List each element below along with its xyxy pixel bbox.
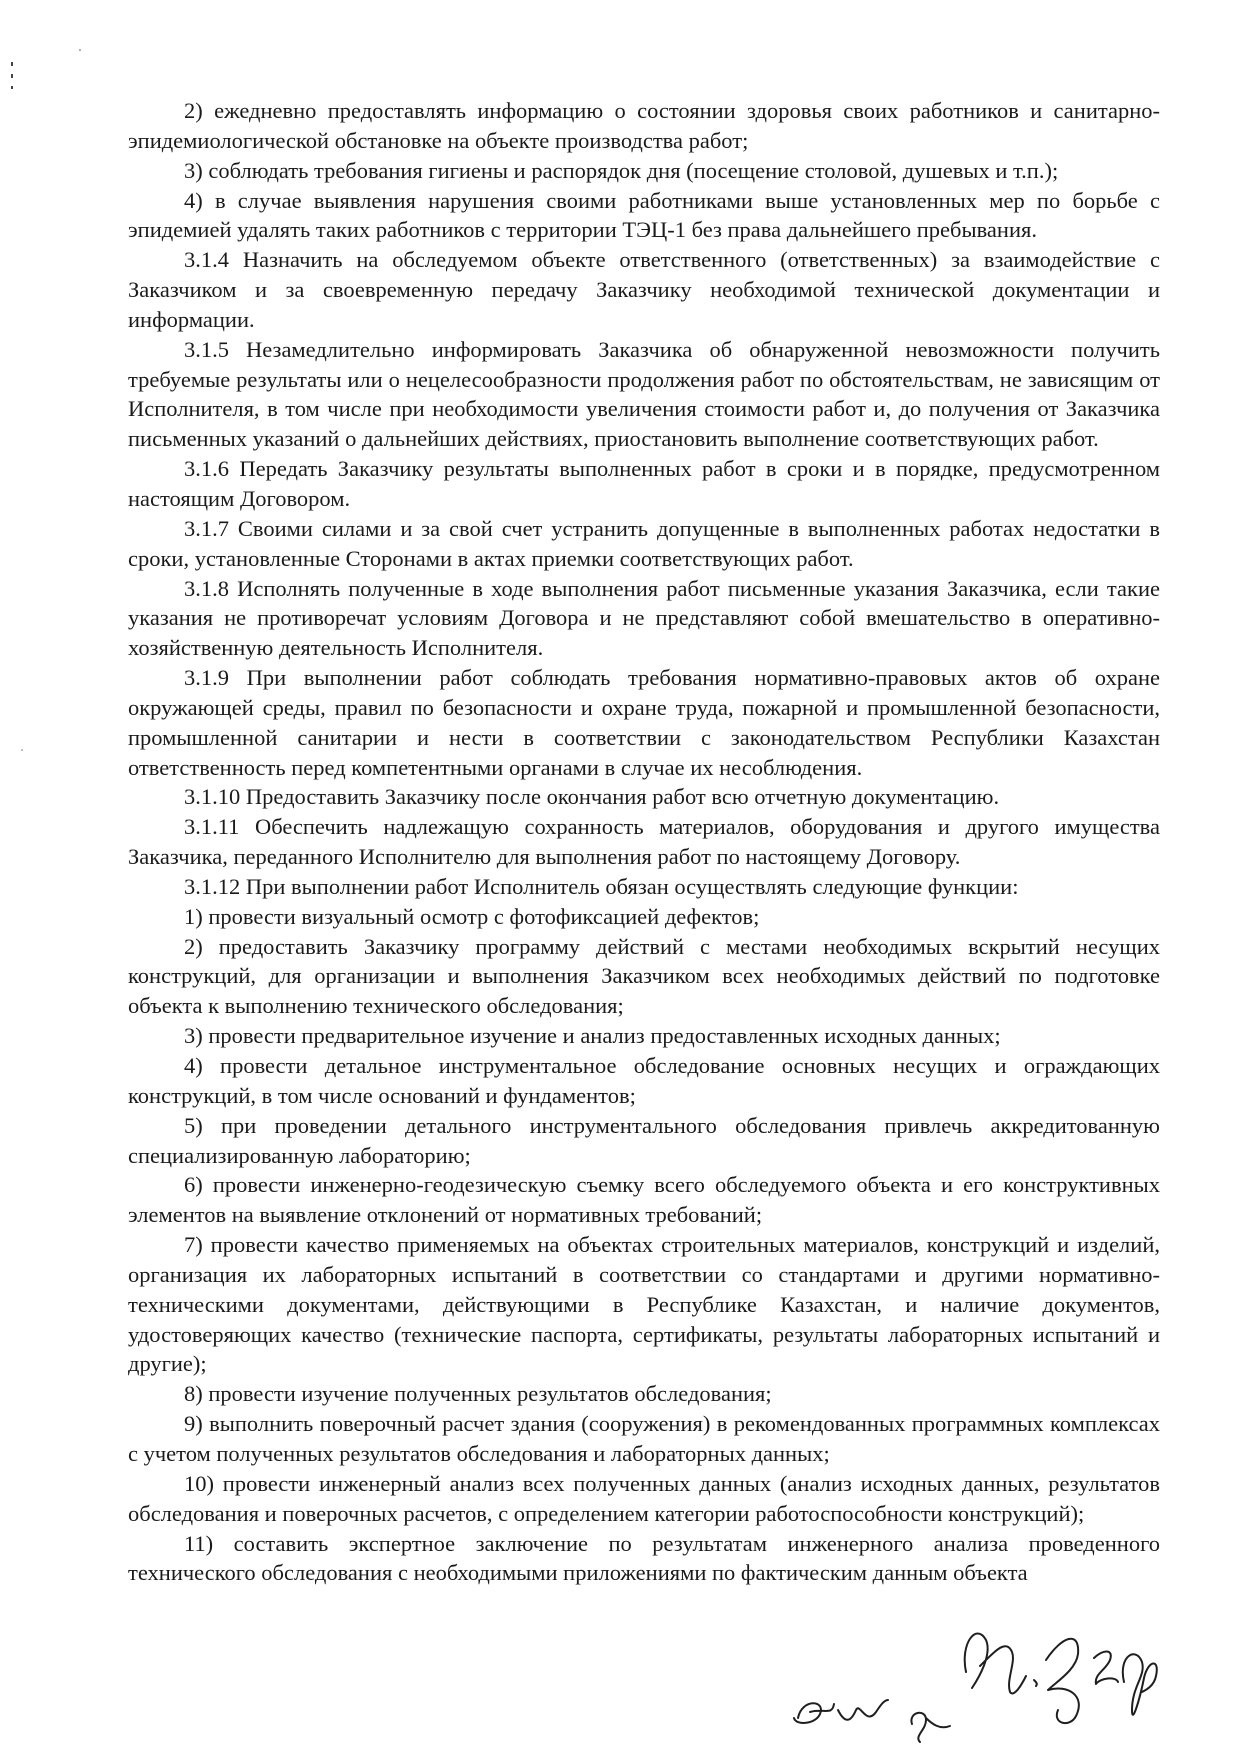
paragraph-3-hygiene: 3) соблюдать требования гигиены и распорядок дня (посещение столовой, душевых и т.п.); xyxy=(184,157,1059,183)
list-item-5: 5) при проведении детального инструментального обследования привлечь аккредитованную специализированную лабораторию; xyxy=(128,1112,1160,1168)
list-item-6: 6) провести инженерно-геодезическую съемку всего обследуемого объекта и его конструктивных элементов на выявление отклонений от нормативных требований; xyxy=(128,1172,1160,1228)
list-item-2: 2) предоставить Заказчику программу действий с местами необходимых вскрытий несущих конструкций, для организации и выполнения Заказчиком всех необходимых действий по подготовке объекта к выполнению технического обследования; xyxy=(128,933,1160,1019)
paragraph-3-1-5: 3.1.5 Незамедлительно информировать Заказчика об обнаруженной невозможности получить требуемые результаты или о нецелесообразности продолжения работ по обстоятельствам, не зависящим от Исполнителя, в том числе при необходимости увеличения стоимости работ и, до получения от Заказчика письменных указаний о дальнейших действиях, приостановить выполнение соответствующих работ. xyxy=(128,336,1160,452)
paragraph-3-1-7: 3.1.7 Своими силами и за свой счет устранить допущенные в выполненных работах недостатки в сроки, установленные Сторонами в актах приемки соответствующих работ. xyxy=(128,515,1160,571)
list-item-9: 9) выполнить поверочный расчет здания (сооружения) в рекомендованных программных комплексах с учетом полученных результатов обследования и лабораторных данных; xyxy=(128,1411,1160,1466)
list-item-10: 10) провести инженерный анализ всех полученных данных (анализ исходных данных, результатов обследования и поверочных расчетов, с определением категории работоспособности конструкций); xyxy=(128,1470,1160,1526)
list-item-7: 7) провести качество применяемых на объектах строительных материалов, конструкций и изделий, организация их лабораторных испытаний в соответствии со стандартами и другими нормативно-техническими документами, действующими в Республике Казахстан, и наличие документов, удостоверяющих качество (технические паспорта, сертификаты, результаты лабораторных испытаний и другие); xyxy=(128,1232,1160,1377)
paragraph-3-1-9: 3.1.9 При выполнении работ соблюдать требования нормативно-правовых актов об охране окружающей среды, правил по безопасности и охране труда, пожарной и промышленной безопасности, промышленной санитарии и нести в соответствии с законодательством Республики Казахстан ответственность перед компетентными органами в случае их несоблюдения. xyxy=(128,665,1160,780)
paragraph-4-violations: 4) в случае выявления нарушения своими работниками выше установленных мер по борьбе с эпидемией удалять таких работников с территории ТЭЦ-1 без права дальнейшего пребывания. xyxy=(128,187,1160,243)
list-item-1: 1) провести визуальный осмотр с фотофиксацией дефектов; xyxy=(184,903,760,929)
paragraph-3-1-4: 3.1.4 Назначить на обследуемом объекте ответственного (ответственных) за взаимодействие с Заказчиком и за своевременную передачу Заказчику необходимой технической документации и информации. xyxy=(128,247,1160,332)
paragraph-3-1-11: 3.1.11 Обеспечить надлежащую сохранность материалов, оборудования и другого имущества Заказчика, переданного Исполнителю для выполнения работ по настоящему Договору. xyxy=(128,814,1160,870)
list-item-8: 8) провести изучение полученных результатов обследования; xyxy=(184,1381,772,1407)
list-item-11: 11) составить экспертное заключение по результатам инженерного анализа проведенного технического обследования с необходимыми приложениями по фактическим данным объекта xyxy=(128,1530,1160,1586)
paragraph-2-health-info: 2) ежедневно предоставлять информацию о состоянии здоровья своих работников и санитарно-эпидемиологической обстановке на объекте производства работ; xyxy=(128,98,1160,153)
list-item-4: 4) провести детальное инструментальное обследование основных несущих и ограждающих конструкций, в том числе оснований и фундаментов; xyxy=(128,1053,1160,1108)
paragraph-3-1-8: 3.1.8 Исполнять полученные в ходе выполнения работ письменные указания Заказчика, если такие указания не противоречат условиям Договора и не представляют собой вмешательство в оперативно-хозяйственную деятельность Исполнителя. xyxy=(128,575,1160,661)
paragraph-3-1-12: 3.1.12 При выполнении работ Исполнитель обязан осуществлять следующие функции: xyxy=(184,873,1019,899)
paragraph-3-1-10: 3.1.10 Предоставить Заказчику после окончания работ всю отчетную документацию. xyxy=(184,784,1000,810)
document-body xyxy=(128,96,1160,1588)
paragraph-3-1-6: 3.1.6 Передать Заказчику результаты выполненных работ в сроки и в порядке, предусмотренном настоящим Договором. xyxy=(128,456,1160,511)
list-item-3: 3) провести предварительное изучение и анализ предоставленных исходных данных; xyxy=(184,1023,1001,1049)
handwritten-signatures xyxy=(780,1600,1180,1750)
